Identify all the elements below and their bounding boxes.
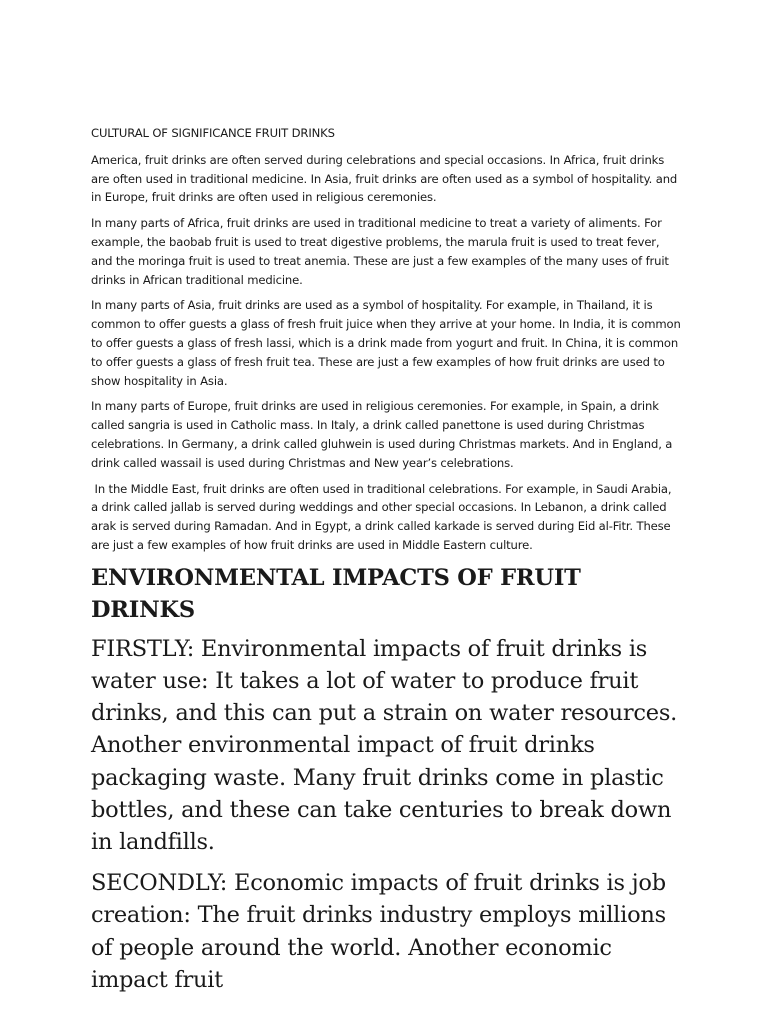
paragraph-europe: In many parts of Europe, fruit drinks are used in religious ceremonies. For example, in Spain, a drink called sangria is used in Catholic mass. In Italy, a drink called panettone is used during Christmas celebrations. In Germany, a drink called gluhwein is used during Christmas markets. And in England, a drink called wassail is used during Christmas and New year’s celebrations. xyxy=(91,399,673,470)
document-title: CULTURAL OF SIGNIFICANCE FRUIT DRINKS xyxy=(91,126,335,140)
paragraph-middle-east: In the Middle East, fruit drinks are often used in traditional celebrations. For example, in Saudi Arabia, a drink called jallab is served during weddings and other special occasions. In Lebanon, a drink called arak is served during Ramadan. And in Egypt, a drink called karkade is served during Eid al-Fitr. These are just a few examples of how fruit drinks are used in Middle Eastern culture. xyxy=(91,481,675,552)
paragraph-secondly: SECONDLY: Economic impacts of fruit drinks is job creation: The fruit drinks industry employs millions of people around the world. Another economic impact fruit xyxy=(91,870,666,993)
document-page xyxy=(91,124,681,1005)
section-heading: ENVIRONMENTAL IMPACTS OF FRUIT DRINKS xyxy=(91,564,581,623)
paragraph-asia: In many parts of Asia, fruit drinks are used as a symbol of hospitality. For example, in Thailand, it is common to offer guests a glass of fresh fruit juice when they arrive at your home. In India, it is common to offer guests a glass of fresh lassi, which is a drink made from yogurt and fruit. In China, it is common to offer guests a glass of fresh fruit tea. These are just a few examples of how fruit drinks are used to show hospitality in Asia. xyxy=(91,298,681,388)
paragraph-firstly: FIRSTLY: Environmental impacts of fruit drinks is water use: It takes a lot of water to produce fruit drinks, and this can put a strain on water resources. Another environmental impact of fruit drinks packaging waste. Many fruit drinks come in plastic bottles, and these can take centuries to break down in landfills. xyxy=(91,635,678,855)
paragraph-overview: America, fruit drinks are often served during celebrations and special occasions. In Africa, fruit drinks are often used in traditional medicine. In Asia, fruit drinks are often used as a symbol of hospitality. and in Europe, fruit drinks are often used in religious ceremonies. xyxy=(91,152,678,205)
paragraph-africa: In many parts of Africa, fruit drinks are used in traditional medicine to treat a variety of aliments. For example, the baobab fruit is used to treat digestive problems, the marula fruit is used to treat fever, and the moringa fruit is used to treat anemia. These are just a few examples of the many uses of fruit drinks in African traditional medicine. xyxy=(91,216,669,287)
